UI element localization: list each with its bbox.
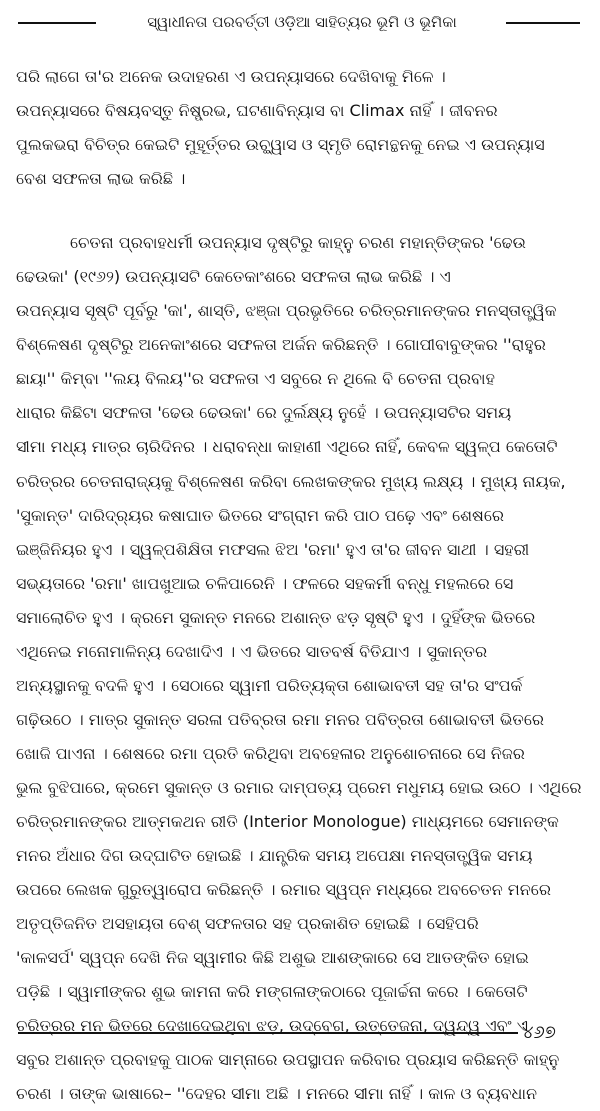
text-line: ମନର ଅଁଧାର ଦିଗ ଉଦ୍‌ଘାଟିତ ହୋଇଛି । ଯାନ୍ତ୍ରିକ ସମୟ ଅପେକ୍ଷା ମନସ୍ତାତ୍ତ୍ୱିକ ସମୟ (16, 846, 533, 866)
text-line: ଅନ୍ୟସ୍ଥାନକୁ ବଦଳି ହୁଏ । ସେଠାରେ ସ୍ୱାମୀ ପରିତ୍ୟକ୍ତା ଶୋଭାବତୀ ସହ ତା'ର ସଂପର୍କ (16, 675, 523, 695)
text-line: ଚରଣ । ତାଙ୍କ ଭାଷାରେ– ''ଦେହର ସୀମା ଅଛି । ମନରେ ସୀମା ନାହିଁ । କାଳ ଓ ବ୍ୟବଧାନ (16, 1084, 538, 1104)
text-line: ଉପନ୍ୟାସ ସୃଷ୍ଟି ପୂର୍ବରୁ 'କା', ଶାସ୍ତି, ଝଞ୍ଜା ପ୍ରଭୃତିରେ ଚରିତ୍ରମାନଙ୍କର ମନସ୍ତାତ୍ତ୍ୱିକ (16, 301, 557, 321)
text-line: ଚରିତ୍ରର ଚେତନାରାଜ୍ୟକୁ ବିଶ୍ଳେଷଣ କରିବା ଲେଖକଙ୍କର ମୁଖ୍ୟ ଲକ୍ଷ୍ୟ । ମୁଖ୍ୟ ନାୟକ, (16, 471, 566, 491)
page-number: ୪୬୭ (522, 1022, 556, 1043)
text-line: ସମାଲୋଚିତ ହୁଏ । କ୍ରମେ ସୁକାନ୍ତ ମନରେ ଅଶାନ୍ତ ଝଡ଼ ସୃଷ୍ଟି ହୁଏ । ଦୁହିଁଙ୍କ ଭିତରେ (16, 607, 536, 627)
paragraph-gap (16, 196, 588, 226)
text-line: ଉପନ୍ୟାସରେ ବିଷୟବସ୍ତୁ ନିଷ୍ପ୍ରଭ, ଘଟଣାବିନ୍ୟାସ ବା Climax ନାହିଁ । ଜୀବନର (16, 101, 498, 121)
text-line: 'କାଳସର୍ପ' ସ୍ୱପ୍ନ ଦେଖି ନିଜ ସ୍ୱାମୀର କିଛି ଅଶୁଭ ଆଶଙ୍କାରେ ସେ ଆତଙ୍କିତ ହୋଇ (16, 948, 529, 968)
text-line: ଗଢ଼ିଉଠେ । ମାତ୍ର ସୁକାନ୍ତ ସରଳା ପତିବ୍ରତା ରମା ମନର ପବିତ୍ରତା ଶୋଭାବତୀ ଭିତରେ (16, 709, 544, 729)
text-line: ସଭ୍ୟତାରେ 'ରମା' ଖାପଖୁଆଇ ଚଳିପାରେନି । ଫଳରେ ସହକର୍ମୀ ବନ୍ଧୁ ମହଲରେ ସେ (16, 573, 514, 593)
page-footer (0, 1018, 600, 1052)
text-line: ଧାରାର କିଛିଟା ସଫଳତା 'ଢେଉ ଢେଉକା' ରେ ଦୁର୍ଲକ୍ଷ୍ୟ ନୁହେଁ । ଉପନ୍ୟାସଟିର ସମୟ (16, 403, 512, 423)
text-line: ବିଶ୍ଳେଷଣ ଦୃଷ୍ଟିରୁ ଅନେକାଂଶରେ ସଫଳତା ଅର୍ଜନ କରିଛନ୍ତି । ଗୋପୀବାବୁଙ୍କର ''ରାହୁର (16, 335, 546, 355)
text-line: ଢେଉକା' (୧୯୬୨) ଉପନ୍ୟାସଟି କେତେକାଂଶରେ ସଫଳତା ଲାଭ କରିଛି । ଏ (16, 267, 451, 287)
header-rule-right (506, 22, 580, 24)
text-line: 'ସୁକାନ୍ତ' ଦାରିଦ୍ର୍ୟର କଷାଘାତ ଭିତରେ ସଂଗ୍ରାମ କରି ପାଠ ପଢ଼େ ଏବଂ ଶେଷରେ (16, 505, 504, 525)
header-rule-left (18, 22, 96, 24)
text-line: ପୁଲକଭରା ବିଚିତ୍ର କେଇଟି ମୁହୂର୍ତ୍ତର ଉଚ୍ଛ୍ୱାସ ଓ ସ୍ମୃତି ରୋମନ୍ଥନକୁ ନେଇ ଏ ଉପନ୍ୟାସ (16, 135, 545, 155)
text-line: ସୀମା ମଧ୍ୟ ମାତ୍ର ଚାରିଦିନର । ଧରାବନ୍ଧା କାହାଣୀ ଏଥିରେ ନାହିଁ, କେବଳ ସ୍ୱଳ୍ପ କେତୋଟି (16, 437, 558, 457)
running-title: ସ୍ୱାଧୀନତା ପରବର୍ତ୍ତୀ ଓଡ଼ିଆ ସାହିତ୍ୟର ଭୂମି ଓ ଭୂମିକା (147, 13, 457, 31)
paragraph-1 (16, 60, 588, 196)
text-line: ଅତୃପ୍ତିଜନିତ ଅସହାୟତା ବେଶ୍ ସଫଳତାର ସହ ପ୍ରକାଶିତ ହୋଇଛି । ସେହିପରି (16, 914, 479, 934)
text-line: ଇଞ୍ଜିନିୟର ହୁଏ । ସ୍ୱଳ୍ପଶିକ୍ଷିତା ମଫସଲ ଝିଅ 'ରମା' ହୁଏ ତା'ର ଜୀବନ ସାଥୀ । ସହରୀ (16, 539, 530, 559)
text-line: ଭୁଲ ବୁଝିପାରେ, କ୍ରମେ ସୁକାନ୍ତ ଓ ରମାର ଦାମ୍ପତ୍ୟ ପ୍ରେମ ମଧୁମୟ ହୋଇ ଉଠେ । ଏଥିରେ (16, 777, 582, 797)
text-line: ଏଥିନେଇ ମନୋମାଳିନ୍ୟ ଦେଖାଦିଏ । ଏ ଭିତରେ ସାତବର୍ଷ ବିତିଯାଏ । ସୁକାନ୍ତର (16, 641, 488, 661)
text-line: ଚରିତ୍ରର ମନ ଭିତରେ ଦେଖାଦେଇଥିବା ଝଡ଼, ଉଦ୍‌ବେଗ, ଉତ୍ତେଜନା, ଦ୍ୱନ୍ଦ୍ୱ ଏବଂ ଏ (16, 1016, 528, 1036)
text-line: ଛାୟା'' କିମ୍ବା ''ଲୟ ବିଲୟ''ର ସଫଳତା ଏ ସବୁରେ ନ ଥିଲେ ବି ଚେତନା ପ୍ରବାହ (16, 369, 495, 389)
text-line: ଚରିତ୍ରମାନଙ୍କର ଆତ୍ମକଥନ ରୀତି (Interior Monologue) ମାଧ୍ୟମରେ ସେମାନଙ୍କ (16, 811, 559, 831)
text-line: ଚେତନା ପ୍ରବାହଧର୍ମୀ ଉପନ୍ୟାସ ଦୃଷ୍ଟିରୁ କାହ୍ନୁ ଚରଣ ମହାନ୍ତିଙ୍କର 'ଢେଉ (70, 233, 526, 253)
text-line: ସବୁର ଅଶାନ୍ତ ପ୍ରବାହକୁ ପାଠକ ସାମ୍ନାରେ ଉପସ୍ଥାପନ କରିବାର ପ୍ରୟାସ କରିଛନ୍ତି କାହ୍ନୁ (16, 1050, 560, 1070)
text-line: ପରି ଲାଗେ ତା'ର ଅନେକ ଉଦାହରଣ ଏ ଉପନ୍ୟାସରେ ଦେଖିବାକୁ ମିଳେ । (16, 67, 446, 86)
body-text (16, 60, 588, 1111)
running-header (0, 0, 600, 36)
text-line: ଉପରେ ଲେଖକ ଗୁରୁତ୍ୱାରୋପ କରିଛନ୍ତି । ରମାର ସ୍ୱପ୍ନ ମଧ୍ୟରେ ଅବଚେତନ ମନରେ (16, 880, 551, 900)
text-line: ଖୋଜି ପାଏନା । ଶେଷରେ ରମା ପ୍ରତି କରିଥିବା ଅବହେଳାର ଅନୁଶୋଚନାରେ ସେ ନିଜର (16, 743, 525, 763)
text-line: ପଡ଼ିଛି । ସ୍ୱାମୀଙ୍କର ଶୁଭ କାମନା କରି ମଙ୍ଗଳାଙ୍କଠାରେ ପୂଜାର୍ଚ୍ଚନା କରେ । କେତୋଟି (16, 982, 528, 1002)
text-line: ବେଶ ସଫଳତା ଲାଭ କରିଛି । (16, 169, 186, 189)
paragraph-2 (16, 226, 588, 1111)
footer-rule (18, 1032, 518, 1034)
